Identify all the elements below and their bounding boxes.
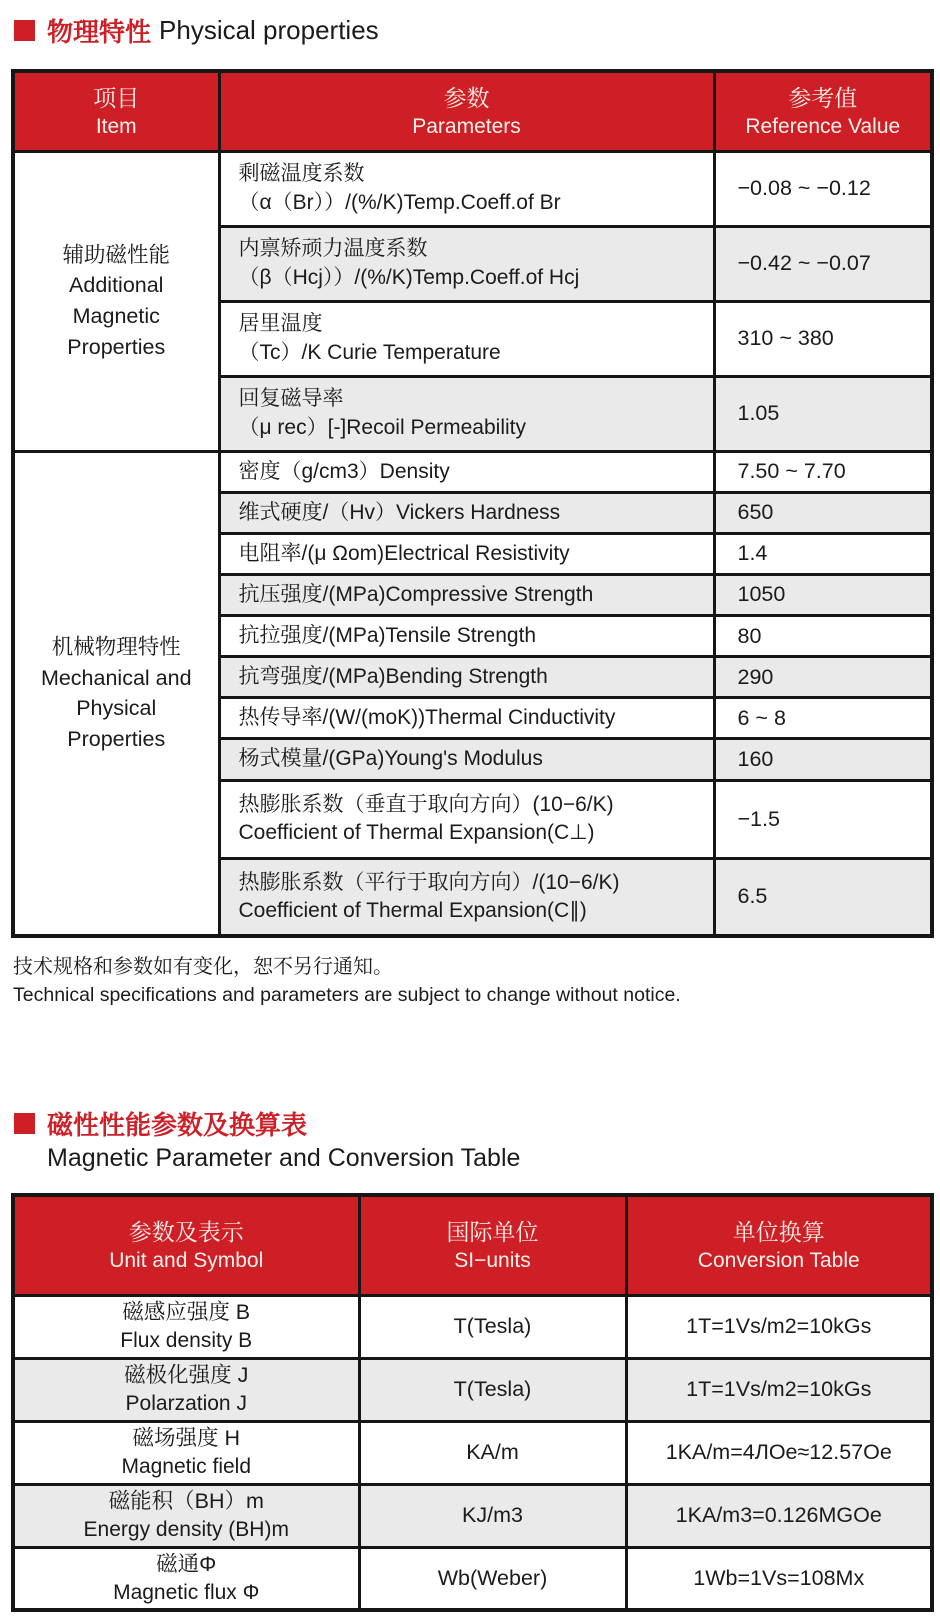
magnetic-conversion-table-header (13, 1195, 932, 1295)
text-line: Reference Value (745, 114, 901, 138)
disclaimer-note-zh: 技术规格和参数如有变化，恕不另行通知。 (13, 956, 393, 978)
item-group-cell (13, 151, 219, 451)
text-line: （α（Br））/(%/K)Temp.Coeff.of Br (238, 190, 561, 214)
si-unit-cell: T(Tesla) (359, 1295, 626, 1358)
unit-symbol-cell (13, 1295, 359, 1358)
table-row (13, 1295, 932, 1358)
section-bullet-icon (14, 1113, 35, 1134)
text-line: 剩磁温度系数 (238, 162, 365, 186)
reference-value-cell: 650 (714, 492, 932, 533)
si-unit-cell: T(Tesla) (359, 1358, 626, 1421)
physical-properties-table (11, 69, 934, 938)
table-row (13, 151, 932, 226)
si-unit-cell: Wb(Weber) (359, 1547, 626, 1610)
text-line: Energy density (BH)m (83, 1518, 289, 1542)
reference-value-cell: 80 (714, 616, 932, 657)
text-line: 磁极化强度 J (124, 1363, 249, 1388)
reference-value-cell: 1.05 (714, 376, 932, 451)
reference-value-cell: 1050 (714, 574, 932, 615)
parameter-cell (219, 376, 714, 451)
section1-title (14, 12, 940, 49)
parameter-cell (219, 858, 714, 936)
conversion-cell: 1Wb=1Vs=108Mx (626, 1547, 932, 1610)
section1-title-zh: 物理特性 (47, 17, 152, 47)
text-line: （Tc）/K Curie Temperature (238, 340, 501, 364)
text-line: 磁通Φ (156, 1551, 217, 1576)
text-line: Coefficient of Thermal Expansion(C∥) (238, 898, 587, 922)
si-unit-cell: KJ/m3 (359, 1484, 626, 1547)
column-header (13, 1195, 359, 1295)
text-line: 热膨胀系数（垂直于取向方向）(10−6/K) (238, 792, 614, 816)
parameter-cell (219, 698, 714, 739)
text-line: 抗压强度/(MPa)Compressive Strength (238, 582, 594, 606)
conversion-cell: 1KA/m3=0.126MGOe (626, 1484, 932, 1547)
text-line: Polarzation J (125, 1392, 247, 1416)
text-line: 抗拉强度/(MPa)Tensile Strength (238, 624, 537, 647)
item-group-zh: 机械物理特性 (51, 635, 181, 660)
item-group-cell (13, 451, 219, 936)
unit-symbol-cell (13, 1484, 359, 1547)
text-line: Conversion Table (697, 1248, 860, 1272)
reference-value-cell: 310 ~ 380 (714, 301, 932, 376)
text-line: 密度（g/cm3）Density (238, 459, 450, 483)
reference-value-cell: 160 (714, 739, 932, 780)
unit-symbol-cell (13, 1421, 359, 1484)
conversion-cell: 1T=1Vs/m2=10kGs (626, 1295, 932, 1358)
parameter-cell (219, 533, 714, 574)
table-row (13, 451, 932, 492)
text-line: 磁感应强度 B (122, 1300, 251, 1325)
text-line: Item (95, 114, 137, 138)
section1-title-en: Physical properties (159, 15, 379, 45)
item-group-en: Mechanical and Physical Properties (40, 665, 192, 751)
text-line: Flux density B (120, 1329, 253, 1353)
text-line: Unit and Symbol (109, 1248, 264, 1272)
magnetic-conversion-table (11, 1193, 934, 1612)
table-row (13, 1358, 932, 1421)
text-line: Magnetic field (121, 1455, 252, 1479)
table-row (13, 1421, 932, 1484)
column-header (714, 71, 932, 151)
text-line: 单位换算 (732, 1218, 825, 1245)
section2-title-zh: 磁性性能参数及换算表 (47, 1110, 308, 1141)
text-line: Parameters (412, 114, 521, 138)
text-line: 居里温度 (238, 312, 323, 336)
parameter-cell (219, 739, 714, 780)
reference-value-cell: 6 ~ 8 (714, 698, 932, 739)
text-line: 参数 (443, 84, 490, 111)
text-line: Magnetic flux Φ (113, 1580, 260, 1604)
disclaimer-note-en: Technical specifications and parameters are subject to change without notice. (13, 984, 681, 1006)
text-line: 参考值 (788, 84, 858, 111)
physical-properties-table-header (13, 71, 932, 151)
reference-value-cell: 6.5 (714, 858, 932, 936)
text-line: 热膨胀系数（平行于取向方向）/(10−6/K) (238, 870, 620, 894)
reference-value-cell: 7.50 ~ 7.70 (714, 451, 932, 492)
text-line: SI−units (454, 1248, 531, 1272)
text-line: 参数及表示 (128, 1218, 244, 1245)
text-line: （μ rec）[-]Recoil Permeability (238, 415, 526, 439)
text-line: 内禀矫顽力温度系数 (238, 237, 428, 261)
text-line: Coefficient of Thermal Expansion(C⊥) (238, 821, 595, 844)
text-line: 磁能积（BH）m (108, 1489, 264, 1514)
parameter-cell (219, 151, 714, 226)
table-row (13, 1547, 932, 1610)
si-unit-cell: KA/m (359, 1421, 626, 1484)
unit-symbol-cell (13, 1358, 359, 1421)
parameter-cell (219, 657, 714, 698)
parameter-cell (219, 451, 714, 492)
text-line: 回复磁导率 (238, 387, 344, 411)
item-group-en: Additional Magnetic Properties (67, 273, 166, 359)
parameter-cell (219, 574, 714, 615)
column-header (219, 71, 714, 151)
text-line: 磁场强度 H (132, 1426, 240, 1451)
parameter-cell (219, 301, 714, 376)
text-line: 国际单位 (446, 1218, 539, 1245)
parameter-cell (219, 780, 714, 858)
text-line: 抗弯强度/(MPa)Bending Strength (238, 665, 548, 689)
item-group-zh: 辅助磁性能 (62, 242, 170, 267)
section2-title-en: Magnetic Parameter and Conversion Table (47, 1144, 521, 1173)
table-row (13, 1484, 932, 1547)
section2-title (14, 1105, 940, 1142)
column-header (359, 1195, 626, 1295)
parameter-cell (219, 226, 714, 301)
text-line: 维式硬度/（Hv）Vickers Hardness (238, 500, 561, 524)
disclaimer-note (13, 954, 940, 1009)
reference-value-cell: −1.5 (714, 780, 932, 858)
text-line: 杨式模量/(GPa)Young's Modulus (238, 747, 543, 771)
text-line: 项目 (93, 84, 140, 111)
reference-value-cell: 1.4 (714, 533, 932, 574)
reference-value-cell: 290 (714, 657, 932, 698)
column-header (626, 1195, 932, 1295)
section-bullet-icon (14, 20, 35, 41)
text-line: （β（Hcj））/(%/K)Temp.Coeff.of Hcj (238, 265, 580, 289)
conversion-cell: 1KA/m=4ЛOe≈12.57Oe (626, 1421, 932, 1484)
parameter-cell (219, 616, 714, 657)
parameter-cell (219, 492, 714, 533)
text-line: 电阻率/(μ Ωom)Electrical Resistivity (238, 541, 570, 565)
reference-value-cell: −0.08 ~ −0.12 (714, 151, 932, 226)
reference-value-cell: −0.42 ~ −0.07 (714, 226, 932, 301)
unit-symbol-cell (13, 1547, 359, 1610)
text-line: 热传导率/(W/(moK))Thermal Cinductivity (238, 706, 616, 730)
conversion-cell: 1T=1Vs/m2=10kGs (626, 1358, 932, 1421)
column-header (13, 71, 219, 151)
